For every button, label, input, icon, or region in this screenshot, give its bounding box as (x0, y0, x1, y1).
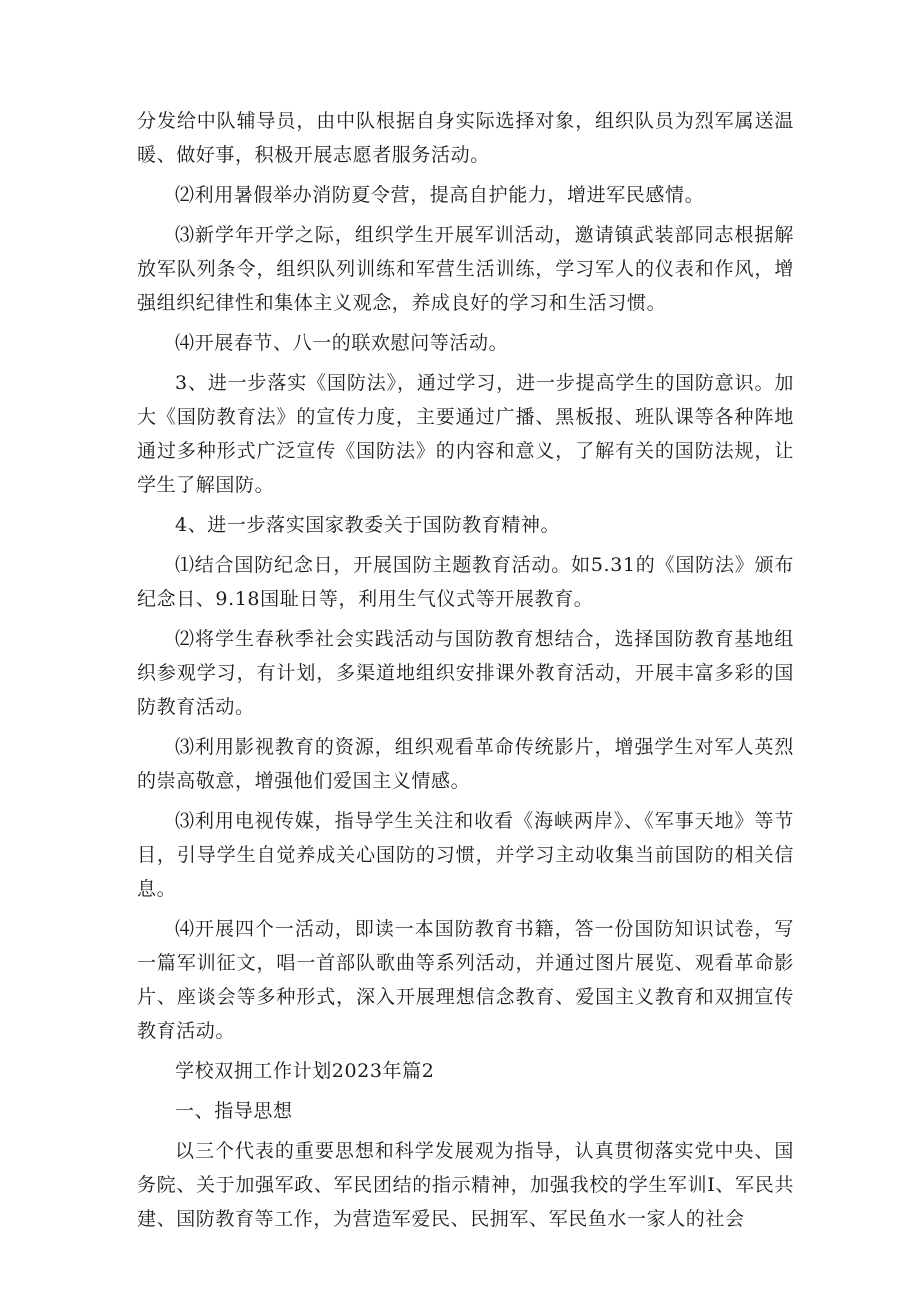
section-title: 学校双拥工作计划2023年篇2 (175, 1060, 435, 1082)
paragraph-guiding-ideology: 以三个代表的重要思想和科学发展观为指导，认真贯彻落实党中央、国务院、关于加强军政、军民团结的指示精神，加强我校的学生军训Ⅰ、军民共建、国防教育等工作，为营造军爱民、民拥军、军民鱼水一家人的社会 (137, 1140, 794, 1230)
paragraph-social-practice: ⑵将学生春秋季社会实践活动与国防教育想结合，选择国防教育基地组织参观学习，有计划，多渠道地组织安排课外教育活动，开展丰富多彩的国防教育活动。 (137, 628, 794, 718)
paragraph-education-spirit: 4、进一步落实国家教委关于国防教育精神。 (175, 514, 561, 536)
paragraph-festival-activities: ⑷开展春节、八一的联欢慰问等活动。 (175, 332, 509, 354)
paragraph-military-training: ⑶新学年开学之际，组织学生开展军训活动，邀请镇武装部同志根据解放军队列条令，组织队列训练和军营生活训练，学习军人的仪表和作风，增强组织纪律性和集体主义观念，养成良好的学习和生活习惯。 (137, 224, 794, 314)
paragraph-summer-camp: ⑵利用暑假举办消防夏令营，提高自护能力，增进军民感情。 (175, 184, 705, 206)
section-heading-guiding-ideology: 一、指导思想 (175, 1100, 293, 1122)
paragraph-continuation: 分发给中队辅导员，由中队根据自身实际选择对象，组织队员为烈军属送温暖、做好事，积极开展志愿者服务活动。 (137, 110, 794, 166)
paragraph-defense-law: 3、进一步落实《国防法》，通过学习，进一步提高学生的国防意识。加大《国防教育法》的宣传力度，主要通过广播、黑板报、班队课等各种阵地通过多种形式广泛宣传《国防法》的内容和意义，了解有关的国防法规，让学生了解国防。 (137, 372, 794, 496)
paragraph-tv-media: ⑶利用电视传媒，指导学生关注和收看《海峡两岸》、《军事天地》等节目，引导学生自觉养成关心国防的习惯，并学习主动收集当前国防的相关信息。 (137, 810, 794, 900)
paragraph-film-education: ⑶利用影视教育的资源，组织观看革命传统影片，增强学生对军人英烈的崇高敬意，增强他们爱国主义情感。 (137, 736, 794, 792)
paragraph-four-ones: ⑷开展四个一活动，即读一本国防教育书籍，答一份国防知识试卷，写一篇军训征文，唱一首部队歌曲等系列活动，并通过图片展览、观看革命影片、座谈会等多种形式，深入开展理想信念教育、爱国主义教育和双拥宣传教育活动。 (137, 918, 794, 1042)
paragraph-memorial-days: ⑴结合国防纪念日，开展国防主题教育活动。如5.31的《国防法》颁布纪念日、9.18国耻日等，利用生气仪式等开展教育。 (137, 554, 794, 610)
